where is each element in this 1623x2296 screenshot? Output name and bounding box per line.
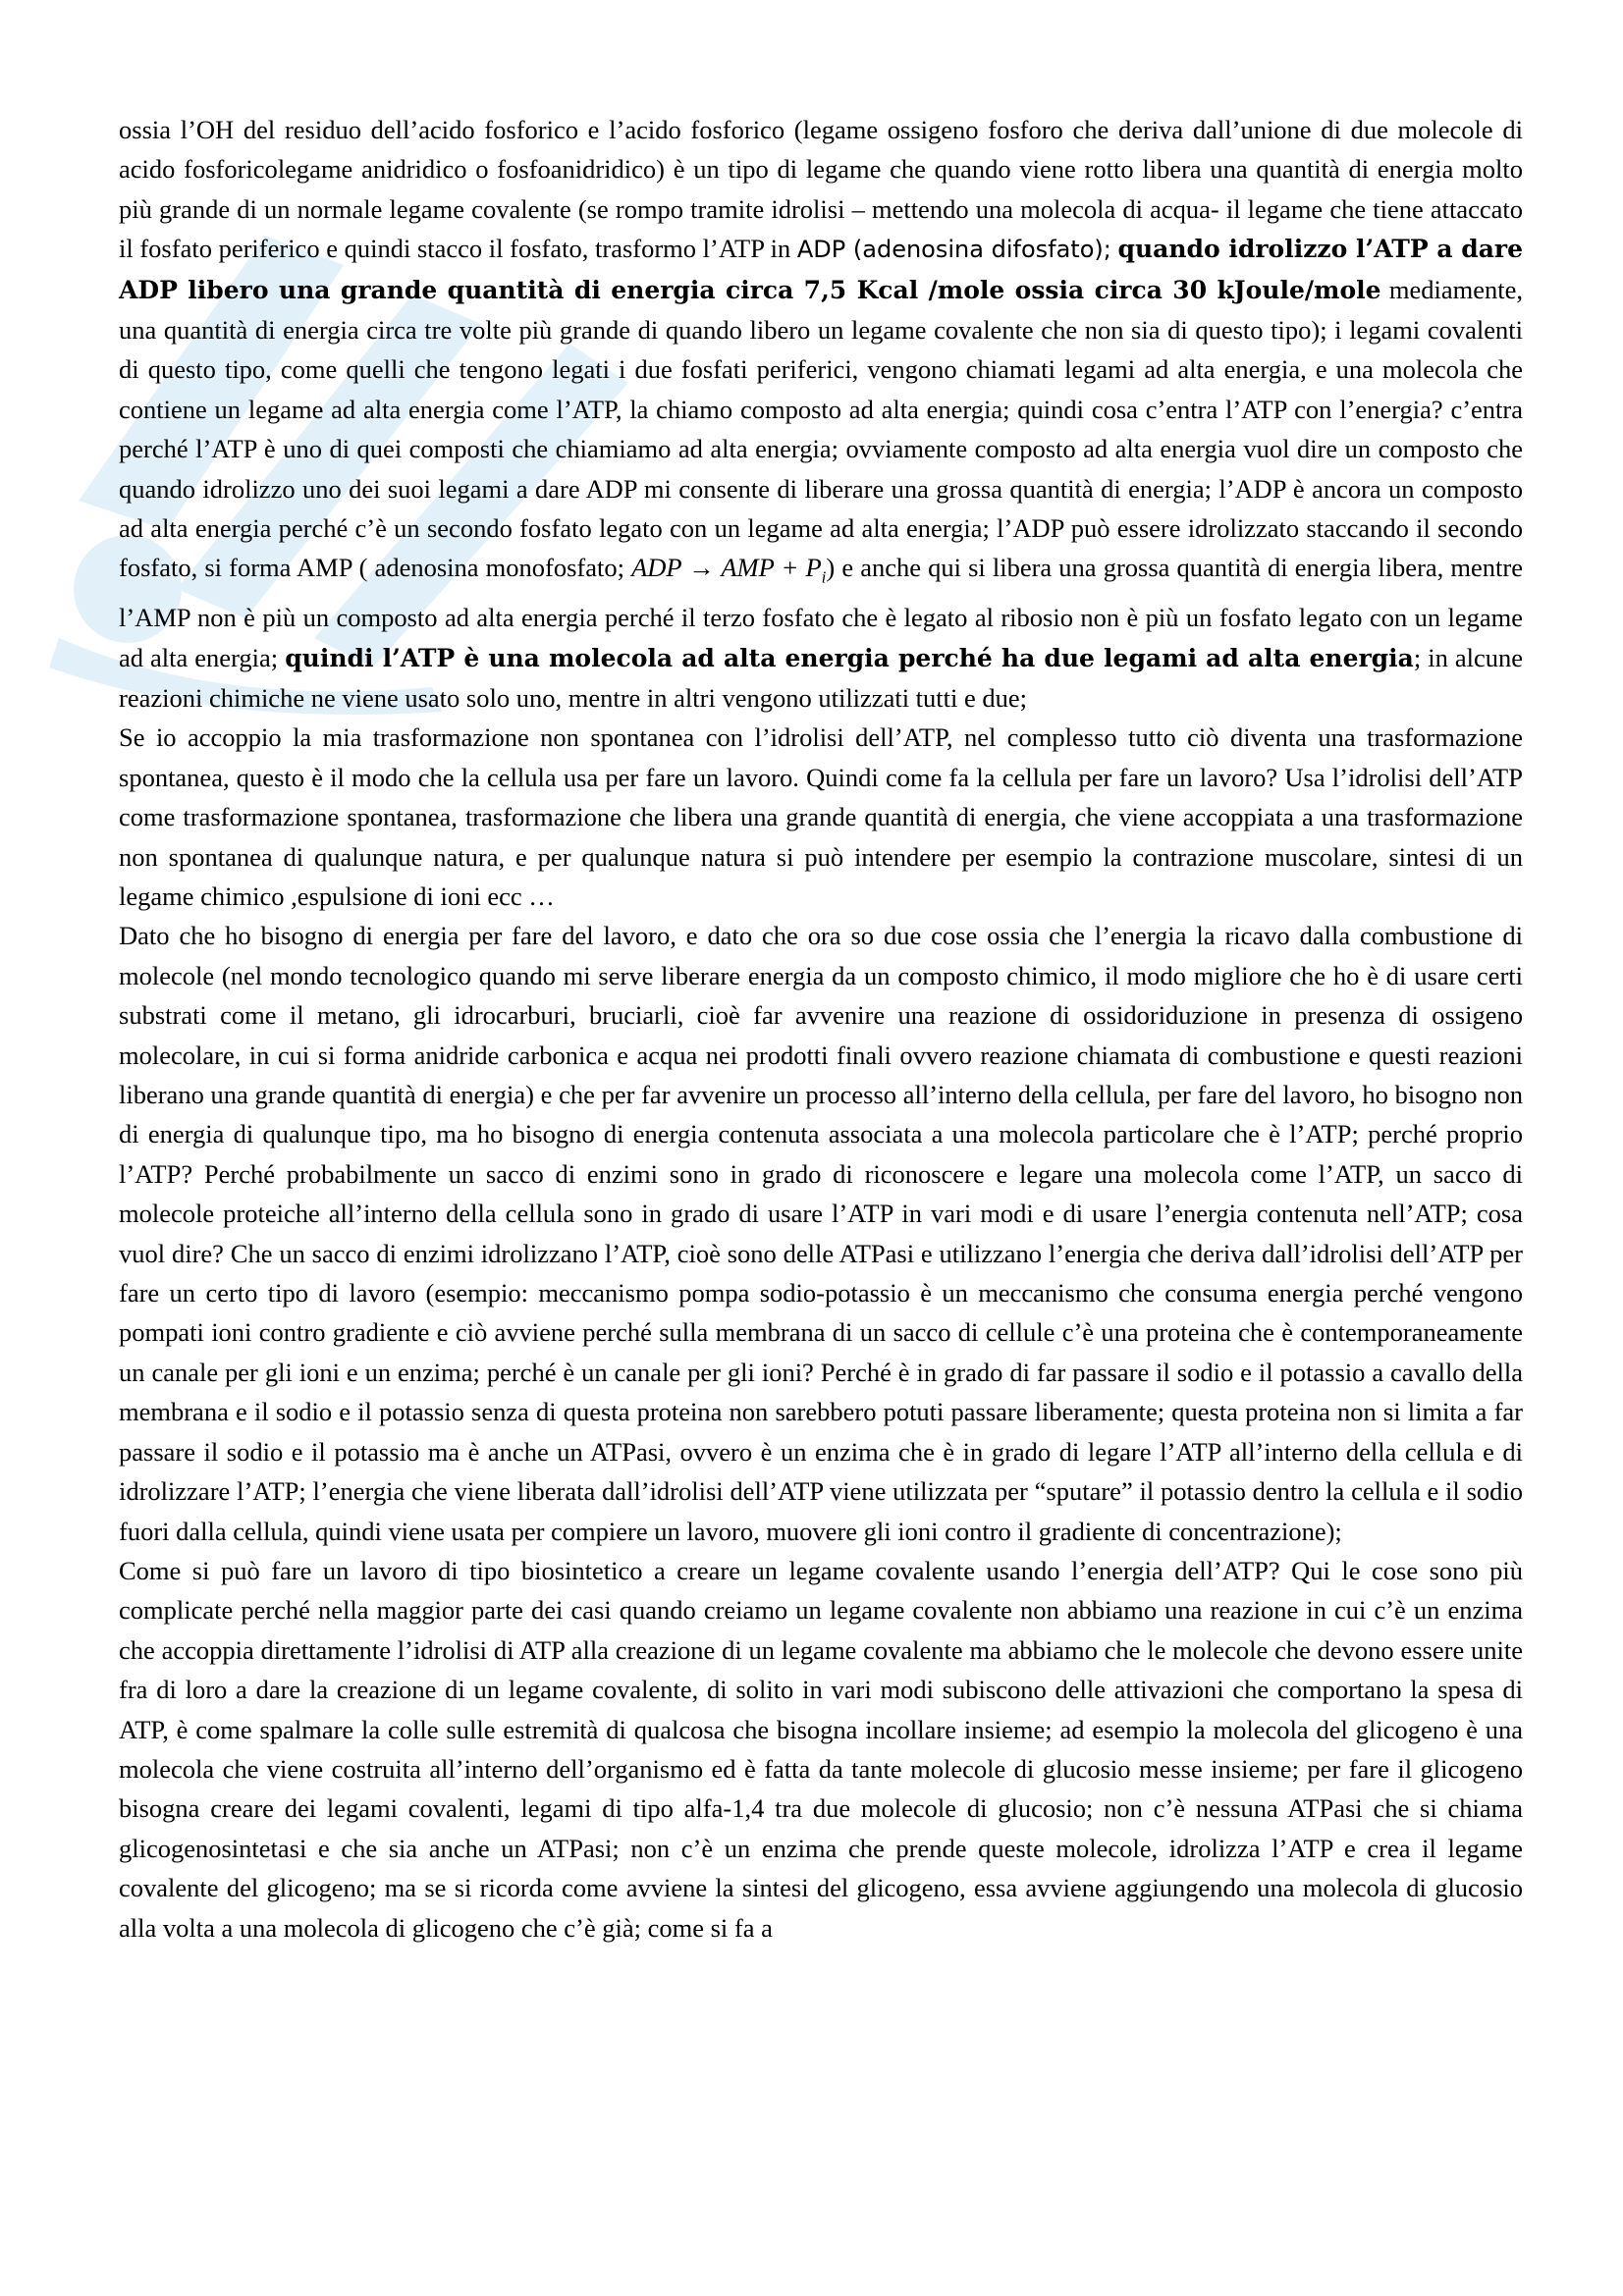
bold-text: quindi l’ATP è una molecola ad alta energia perché ha due legami ad alta energia: [285, 643, 1414, 672]
bold-text: quando idrolizzo l’ATP a dare ADP libero una grande quantità di energia circa 7,5 Kcal /mole ossia circa 30 kJoule/mole: [119, 235, 1524, 304]
text-span: Se io accoppio la mia trasformazione non spontanea con l’idrolisi dell’ATP, nel complesso tutto ciò diventa una trasformazione spontanea, questo è il modo che la cellula usa per fare un lavoro. Quindi come fa la cellula per fare un lavoro? Usa l’idrolisi dell’ATP come trasformazione spontanea, trasformazione che libera una grande quantità di energia, che viene accoppiata a una trasformazione non spontanea di qualunque natura, e per qualunque natura si può intendere per esempio la contrazione muscolare, sintesi di un legame chimico ,espulsione di ioni ecc …: [119, 722, 1523, 912]
document-body: [119, 110, 1523, 1948]
text-span: legame anidridico o fosfoanidridico) è un tipo di legame che quando viene rotto libera una quantità di energia molto più grande di un normale legame covalente (se rompo tramite idrolisi – mettendo una molecola di acqua- il legame che tiene attaccato il fosfato periferico e quindi stacco il fosfato, trasformo l’ATP in: [119, 154, 1523, 264]
text-span: ; in alcune reazioni chimiche ne viene usato solo uno, mentre in altri vengono utilizzati tutti e due;: [119, 642, 1524, 713]
text-span: ADP (adenosina difosfato);: [796, 236, 1111, 264]
text-span: ADP → AMP + P: [631, 553, 822, 583]
paragraph: [119, 916, 1523, 1551]
text-span: ) e anche qui si libera una grossa quantità di energia libera, mentre l’AMP non è più un composto ad alta energia perché il terzo fosfato che è legato al ribosio non è più un fosfato legato con un legame ad alta energia;: [119, 553, 1523, 672]
text-span: i: [821, 567, 827, 587]
paragraph: [119, 110, 1523, 718]
text-span: ossia l’OH del residuo dell’acido fosforico e l’acido fosforico (legame ossigeno fosforo che deriva dall’unione di due molecole di acido fosforico: [119, 115, 1523, 185]
text-span: Come si può fare un lavoro di tipo biosintetico a creare un legame covalente usando l’energia dell’ATP? Qui le cose sono più complicate perché nella maggior parte dei casi quando creiamo un legame covalente non abbiamo una reazione in cui c’è un enzima che accoppia direttamente l’idrolisi di ATP alla creazione di un legame covalente ma abbiamo che le molecole che devono essere unite fra di loro a dare la creazione di un legame covalente, di solito in vari modi subiscono delle attivazioni che comportano la spesa di ATP, è come spalmare la colle sulle estremità di qualcosa che bisogna incollare insieme; ad esempio la molecola del glicogeno è una molecola che viene costruita all’interno dell’organismo ed è fatta da tante molecole di glucosio messe insieme; per fare il glicogeno bisogna creare dei legami covalenti, legami di tipo alfa-1,4 tra due molecole di glucosio; non c’è nessuna ATPasi che si chiama glicogenosintetasi e che sia anche un ATPasi; non c’è un enzima che prende queste molecole, idrolizza l’ATP e crea il legame covalente del glicogeno; ma se si ricorda come avviene la sintesi del glicogeno, essa avviene aggiungendo una molecola di glucosio alla volta a una molecola di glicogeno che c’è già; come si fa a: [119, 1555, 1523, 1943]
text-span: Dato che ho bisogno di energia per fare del lavoro, e dato che ora so due cose ossia che l’energia la ricavo dalla combustione di molecole (nel mondo tecnologico quando mi serve liberare energia da un composto chimico, il modo migliore che ho è di usare certi substrati come il metano, gli idrocarburi, bruciarli, cioè far avvenire una reazione di ossidoriduzione in presenza di ossigeno molecolare, in cui si forma anidride carbonica e acqua nei prodotti finali ovvero reazione chiamata di combustione e questi reazioni liberano una grande quantità di energia) e che per far avvenire un processo all’interno della cellula, per fare del lavoro, ho bisogno non di energia di qualunque tipo, ma ho bisogno di energia contenuta associata a una molecola particolare che è l’ATP; perché proprio l’ATP? Perché probabilmente un sacco di enzimi sono in grado di riconoscere e legare una molecola come l’ATP, un sacco di molecole proteiche all’interno della cellula sono in grado di usare l’ATP in vari modi e di usare l’energia contenuta nell’ATP; cosa vuol dire? Che un sacco di enzimi idrolizzano l’ATP, cioè sono delle ATPasi e utilizzano l’energia che deriva dall’idrolisi dell’ATP per fare un certo tipo di lavoro (esempio: meccanismo pompa sodio-potassio è un meccanismo che consuma energia perché vengono pompati ioni contro gradiente e ciò avviene perché sulla membrana di un sacco di cellule c’è una proteina che è contemporaneamente un canale per gli ioni e un enzima; perché è un canale per gli ioni? Perché è in grado di far passare il sodio e il potassio a cavallo della membrana e il sodio e il potassio senza di questa proteina non sarebbero potuti passare liberamente; questa proteina non si limita a far passare il sodio e il potassio ma è anche un ATPasi, ovvero è un enzima che è in grado di legare l’ATP all’interno della cellula e di idrolizzare l’ATP; l’energia che viene liberata dall’idrolisi dell’ATP viene utilizzata per “sputare” il potassio dentro la cellula e il sodio fuori dalla cellula, quindi viene usata per compiere un lavoro, muovere gli ioni contro il gradiente di concentrazione);: [119, 921, 1523, 1546]
text-span: mediamente, una quantità di energia circa tre volte più grande di quando libero un legame covalente che non sia di questo tipo); i legami covalenti di questo tipo, come quelli che tengono legati i due fosfati periferici, vengono chiamati legami ad alta energia, e una molecola che contiene un legame ad alta energia come l’ATP, la chiamo composto ad alta energia; quindi cosa c’entra l’ATP con l’energia? c’entra perché l’ATP è uno di quei composti che chiamiamo ad alta energia; ovviamente composto ad alta energia vuol dire un composto che quando idrolizzo uno dei suoi legami a dare ADP mi consente di liberare una grossa quantità di energia; l’ADP è ancora un composto ad alta energia perché c’è un secondo fosfato legato con un legame ad alta energia; l’ADP può essere idrolizzato staccando il secondo fosfato, si forma AMP ( adenosina monofosfato;: [119, 274, 1524, 583]
paragraph: [119, 1551, 1523, 1948]
paragraph: [119, 718, 1523, 916]
